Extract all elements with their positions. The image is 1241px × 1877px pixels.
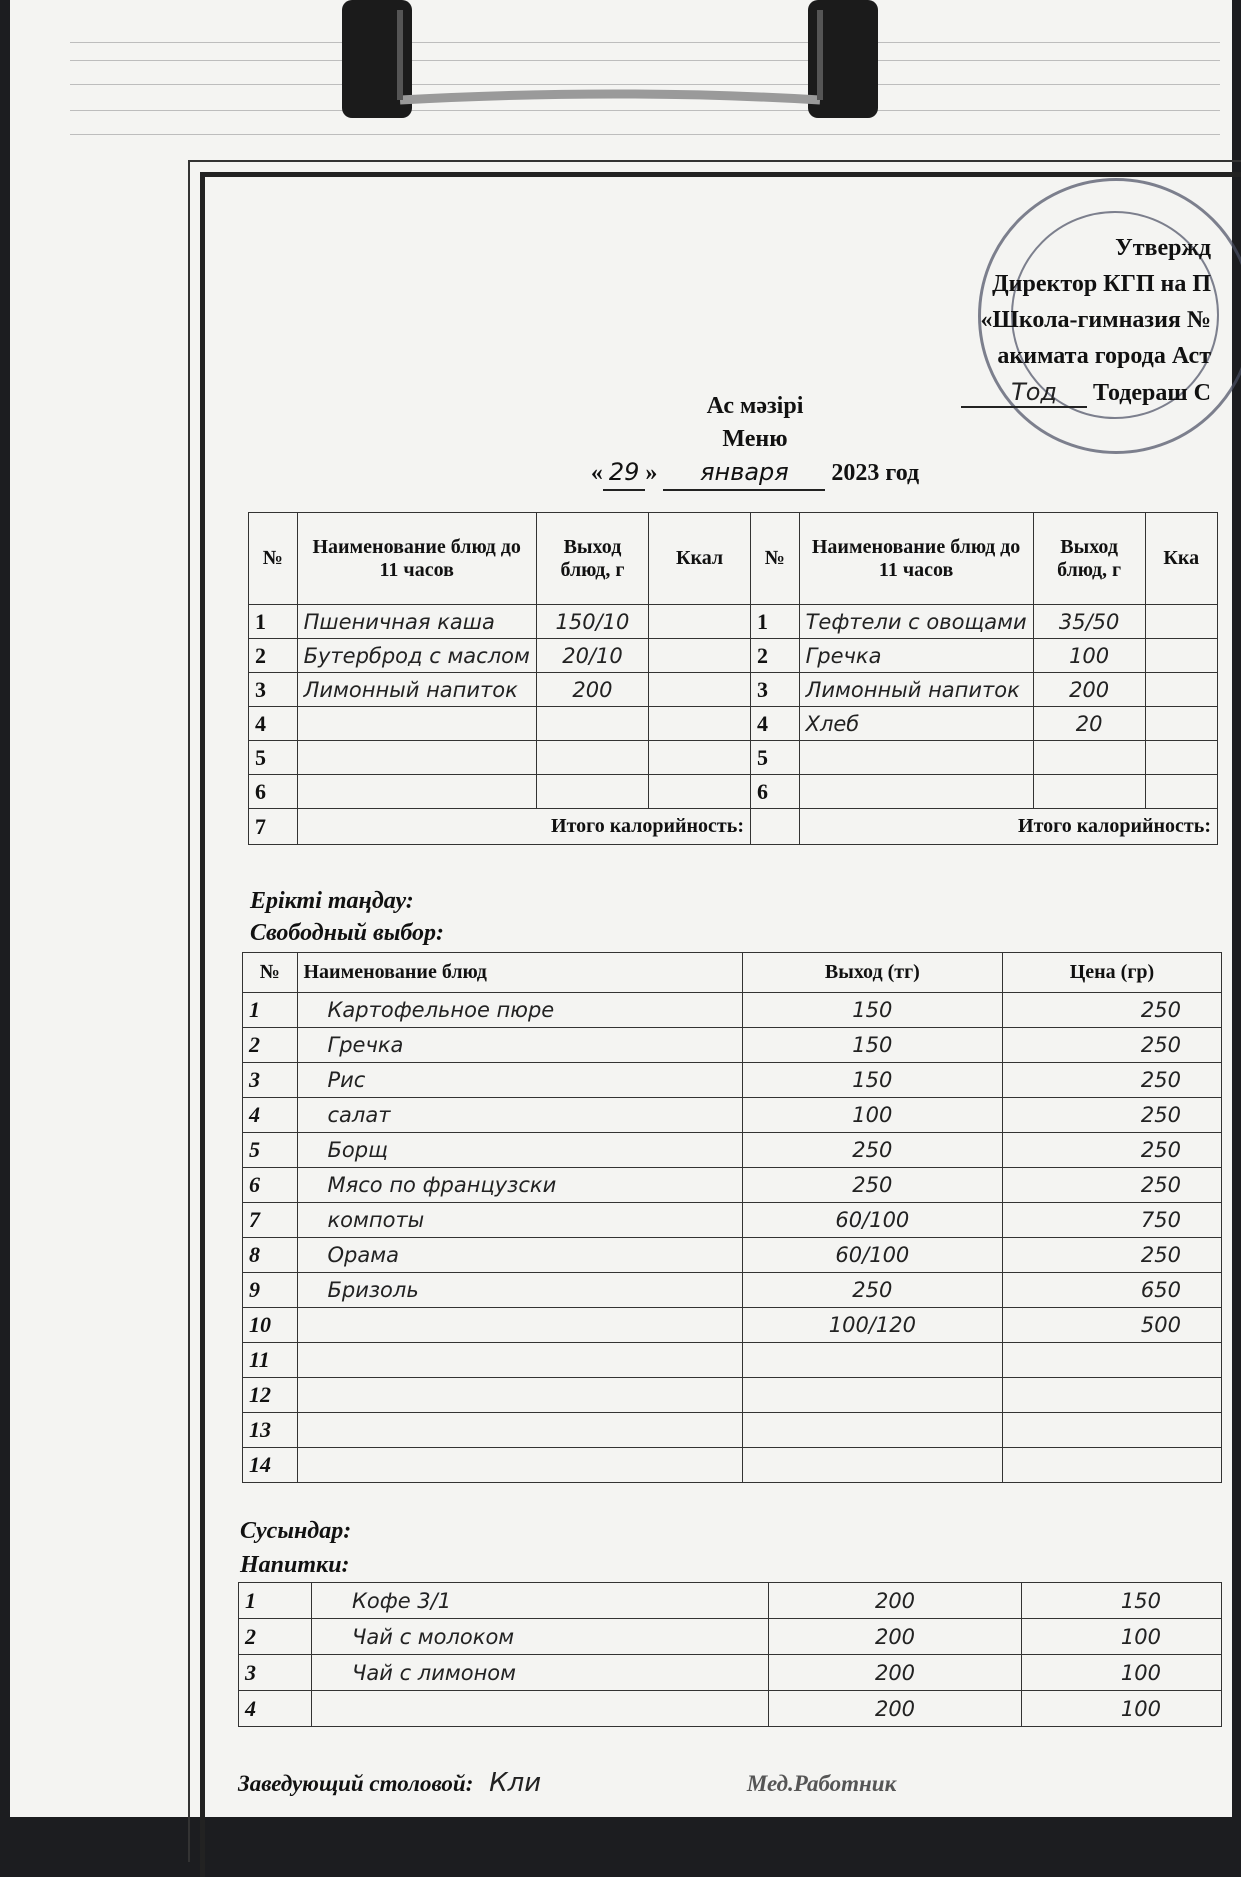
dish-output: 150/10: [536, 605, 648, 639]
dish-output: [1033, 741, 1145, 775]
col-header: Кка: [1145, 513, 1217, 605]
drink-price: 150: [1022, 1583, 1222, 1619]
dish-output: 100/120: [742, 1308, 1002, 1343]
date-month: января: [663, 456, 825, 491]
free-choice-table-body: [243, 993, 1222, 1483]
dish-name: Гречка: [799, 639, 1033, 673]
total-calories-label: Итого калорийность:: [799, 809, 1217, 845]
row-number: 4: [751, 707, 800, 741]
dish-name: Орама: [297, 1238, 742, 1273]
approval-line: Директор КГП на П: [992, 271, 1211, 297]
row-number: 4: [249, 707, 298, 741]
dish-output: [742, 1378, 1002, 1413]
date-year: 2023 год: [831, 460, 920, 486]
dish-kcal: [649, 605, 751, 639]
dish-name: Рис: [297, 1063, 742, 1098]
dish-kcal: [1145, 775, 1217, 809]
dish-name: салат: [297, 1098, 742, 1133]
table-row: [249, 775, 1218, 809]
dish-name: [297, 707, 536, 741]
title-kz: Ас мәзірі: [706, 393, 804, 419]
dish-price: 250: [1002, 1133, 1221, 1168]
col-header: Наименование блюд до 11 часов: [799, 513, 1033, 605]
drink-price: 100: [1022, 1691, 1222, 1727]
dish-output: 60/100: [742, 1203, 1002, 1238]
total-row: [249, 809, 1218, 845]
col-header: Наименование блюд: [297, 953, 742, 993]
table-row: [243, 1378, 1222, 1413]
dish-name: [297, 741, 536, 775]
row-number: 2: [239, 1619, 312, 1655]
dish-kcal: [1145, 673, 1217, 707]
dish-output: [742, 1413, 1002, 1448]
col-header: №: [249, 513, 298, 605]
col-header: Цена (гр): [1002, 953, 1221, 993]
dish-price: 250: [1002, 1168, 1221, 1203]
col-header: Выход (тг): [742, 953, 1002, 993]
dish-kcal: [1145, 741, 1217, 775]
breakfast-table: [248, 512, 1218, 845]
row-number: 3: [751, 673, 800, 707]
table-row: [239, 1655, 1222, 1691]
dish-output: 150: [742, 1063, 1002, 1098]
dish-output: [536, 707, 648, 741]
dish-output: 150: [742, 1028, 1002, 1063]
row-number: 3: [243, 1063, 298, 1098]
dish-output: 200: [1033, 673, 1145, 707]
row-number: 6: [243, 1168, 298, 1203]
drink-name: Чай с молоком: [312, 1619, 769, 1655]
dish-price: 650: [1002, 1273, 1221, 1308]
drink-name: Чай с лимоном: [312, 1655, 769, 1691]
total-calories-label: Итого калорийность:: [297, 809, 750, 845]
dish-name: Мясо по французски: [297, 1168, 742, 1203]
menu-date: « 29 » января 2023 год: [430, 456, 1080, 491]
table-row: [239, 1583, 1222, 1619]
dish-name: Бризоль: [297, 1273, 742, 1308]
table-row: [243, 1203, 1222, 1238]
table-row: [249, 673, 1218, 707]
dish-price: 250: [1002, 1063, 1221, 1098]
dish-name: [297, 1343, 742, 1378]
dish-kcal: [649, 673, 751, 707]
dish-output: [742, 1343, 1002, 1378]
table-row: [243, 1308, 1222, 1343]
dish-kcal: [649, 775, 751, 809]
row-number: 1: [751, 605, 800, 639]
dish-name: [297, 1378, 742, 1413]
dish-name: Хлеб: [799, 707, 1033, 741]
table-row: [243, 1098, 1222, 1133]
row-number: 6: [751, 775, 800, 809]
dish-price: [1002, 1378, 1221, 1413]
clipboard-clip-icon: [340, 0, 900, 120]
drink-output: 200: [769, 1583, 1022, 1619]
dish-output: 20/10: [536, 639, 648, 673]
dish-name: Лимонный напиток: [297, 673, 536, 707]
table-row: [243, 1343, 1222, 1378]
row-number: 6: [249, 775, 298, 809]
dish-kcal: [649, 707, 751, 741]
dish-output: [536, 775, 648, 809]
table-row: [243, 1168, 1222, 1203]
date-day: 29: [603, 456, 646, 491]
dish-price: [1002, 1448, 1221, 1483]
row-number: 12: [243, 1378, 298, 1413]
row-number: 8: [243, 1238, 298, 1273]
dish-name: [297, 1413, 742, 1448]
table-row: [243, 1273, 1222, 1308]
empty-cell: [751, 809, 800, 845]
dish-output: 200: [536, 673, 648, 707]
row-number: 10: [243, 1308, 298, 1343]
table-row: [249, 605, 1218, 639]
dish-name: Картофельное пюре: [297, 993, 742, 1028]
free-choice-label-kz: Ерікті таңдау:: [250, 888, 414, 914]
col-header: Выход блюд, г: [1033, 513, 1145, 605]
dish-name: Бутерброд с маслом: [297, 639, 536, 673]
dish-price: [1002, 1343, 1221, 1378]
table-row: [249, 741, 1218, 775]
row-number: 14: [243, 1448, 298, 1483]
row-number: 1: [239, 1583, 312, 1619]
dish-output: 250: [742, 1168, 1002, 1203]
dish-name: Тефтели с овощами: [799, 605, 1033, 639]
approval-line: акимата города Аст: [997, 343, 1211, 369]
director-signature: Тод: [961, 378, 1087, 408]
dish-price: 250: [1002, 993, 1221, 1028]
row-number: 7: [243, 1203, 298, 1238]
dish-name: [297, 775, 536, 809]
drinks-label-kz: Сусындар:: [240, 1518, 352, 1544]
col-header: №: [751, 513, 800, 605]
head-signature: Кли: [489, 1768, 542, 1798]
table-row: [239, 1691, 1222, 1727]
title-ru: Меню: [722, 426, 788, 452]
drink-output: 200: [769, 1691, 1022, 1727]
free-choice-table: [242, 952, 1222, 1483]
free-choice-label-ru: Свободный выбор:: [250, 920, 445, 946]
col-header: Выход блюд, г: [536, 513, 648, 605]
dish-name: [297, 1448, 742, 1483]
dish-name: [297, 1308, 742, 1343]
ruled-line: [70, 134, 1220, 135]
drink-output: 200: [769, 1655, 1022, 1691]
table-row: [243, 1448, 1222, 1483]
row-number: 11: [243, 1343, 298, 1378]
table-row: [243, 1133, 1222, 1168]
med-label: Мед.Работник: [746, 1771, 897, 1796]
dish-output: 100: [742, 1098, 1002, 1133]
dish-output: 35/50: [1033, 605, 1145, 639]
head-label: Заведующий столовой:: [238, 1771, 474, 1796]
dish-name: Пшеничная каша: [297, 605, 536, 639]
dish-price: 750: [1002, 1203, 1221, 1238]
table-row: [243, 1028, 1222, 1063]
approval-line: Утвержд: [1115, 235, 1211, 261]
dish-output: 100: [1033, 639, 1145, 673]
row-number: 3: [239, 1655, 312, 1691]
dish-output: 250: [742, 1273, 1002, 1308]
drinks-label-ru: Напитки:: [240, 1552, 350, 1578]
dish-name: Гречка: [297, 1028, 742, 1063]
footer-signatures: [238, 1768, 896, 1798]
dish-output: 250: [742, 1133, 1002, 1168]
drinks-table-body: [239, 1583, 1222, 1727]
dish-name: Лимонный напиток: [799, 673, 1033, 707]
dish-output: [536, 741, 648, 775]
row-number: 5: [249, 741, 298, 775]
row-number: 9: [243, 1273, 298, 1308]
dish-price: 250: [1002, 1098, 1221, 1133]
dish-output: 150: [742, 993, 1002, 1028]
drink-price: 100: [1022, 1655, 1222, 1691]
col-header: Наименование блюд до 11 часов: [297, 513, 536, 605]
table-row: [243, 993, 1222, 1028]
row-number: 1: [243, 993, 298, 1028]
drink-output: 200: [769, 1619, 1022, 1655]
dish-output: 60/100: [742, 1238, 1002, 1273]
dish-kcal: [649, 741, 751, 775]
table-row: [239, 1619, 1222, 1655]
row-number: 13: [243, 1413, 298, 1448]
approval-line: «Школа-гимназия №: [980, 307, 1211, 333]
drinks-table: [238, 1582, 1222, 1727]
table-row: [243, 1238, 1222, 1273]
dish-name: [799, 775, 1033, 809]
row-number: 4: [239, 1691, 312, 1727]
row-number: 2: [243, 1028, 298, 1063]
dish-kcal: [1145, 707, 1217, 741]
dish-kcal: [649, 639, 751, 673]
breakfast-table-body: [249, 605, 1218, 845]
row-number: 7: [249, 809, 298, 845]
col-header: Ккал: [649, 513, 751, 605]
dish-price: 250: [1002, 1028, 1221, 1063]
drink-name: Кофе 3/1: [312, 1583, 769, 1619]
dish-output: [742, 1448, 1002, 1483]
dish-name: Борщ: [297, 1133, 742, 1168]
row-number: 3: [249, 673, 298, 707]
row-number: 5: [751, 741, 800, 775]
drink-price: 100: [1022, 1619, 1222, 1655]
dish-name: компоты: [297, 1203, 742, 1238]
row-number: 2: [751, 639, 800, 673]
dish-price: 250: [1002, 1238, 1221, 1273]
row-number: 5: [243, 1133, 298, 1168]
dish-price: [1002, 1413, 1221, 1448]
drink-name: [312, 1691, 769, 1727]
dish-kcal: [1145, 605, 1217, 639]
approval-line: Тодераш С: [1093, 380, 1211, 406]
dish-kcal: [1145, 639, 1217, 673]
col-header: №: [243, 953, 298, 993]
dish-price: 500: [1002, 1308, 1221, 1343]
table-row: [243, 1063, 1222, 1098]
approval-block: [961, 230, 1211, 411]
table-row: [243, 1413, 1222, 1448]
row-number: 2: [249, 639, 298, 673]
dish-output: 20: [1033, 707, 1145, 741]
row-number: 1: [249, 605, 298, 639]
menu-title-block: [430, 390, 1080, 491]
row-number: 4: [243, 1098, 298, 1133]
dish-name: [799, 741, 1033, 775]
dish-output: [1033, 775, 1145, 809]
table-row: [249, 707, 1218, 741]
table-row: [249, 639, 1218, 673]
